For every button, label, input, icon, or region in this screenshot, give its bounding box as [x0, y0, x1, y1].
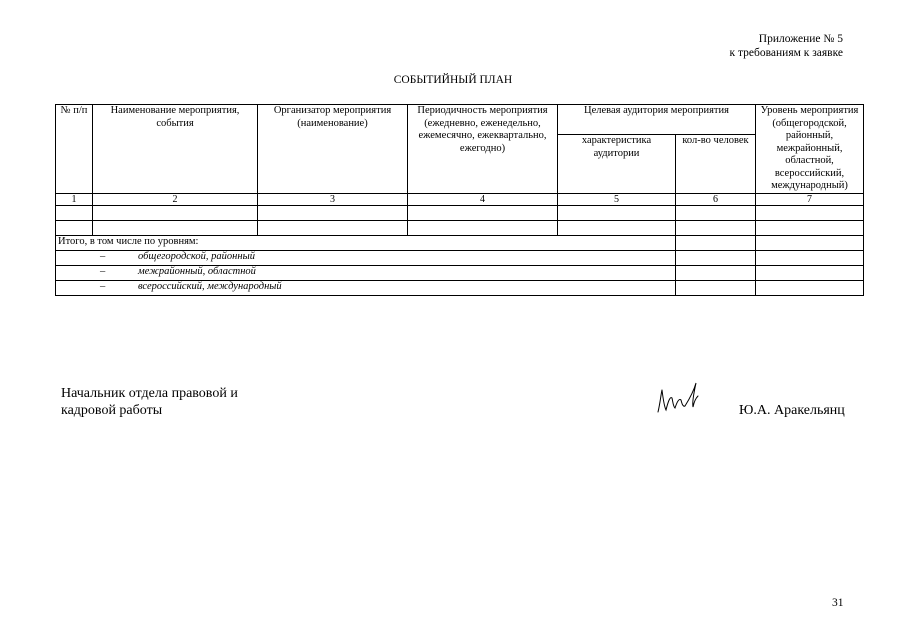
level-label	[56, 265, 676, 280]
signatory-name: Ю.А. Аракельянц	[739, 403, 845, 418]
empty-cell	[93, 205, 258, 220]
dash: –	[100, 280, 106, 292]
empty-cell	[756, 220, 864, 235]
header-num: № п/п	[56, 105, 93, 194]
empty-cell	[258, 205, 408, 220]
appendix-reference: к требованиям к заявке	[729, 47, 843, 59]
total-row	[56, 235, 864, 250]
column-number-row	[56, 193, 864, 205]
appendix-note	[730, 32, 843, 60]
appendix-number: Приложение № 5	[758, 33, 843, 45]
level-row	[56, 265, 864, 280]
total-label: Итого, в том числе по уровням:	[56, 235, 676, 250]
table-row	[56, 205, 864, 220]
level-text: общегородской, районный	[138, 250, 255, 262]
column-number: 1	[56, 193, 93, 205]
header-row-1	[56, 105, 864, 135]
level-row	[56, 250, 864, 265]
header-audience-group: Целевая аудитория мероприятия	[558, 105, 756, 135]
empty-cell	[756, 250, 864, 265]
position-line: кадровой работы	[61, 403, 163, 418]
header-audience-characteristic: характеристика аудитории	[558, 135, 676, 193]
empty-cell	[756, 280, 864, 295]
table-row	[56, 220, 864, 235]
column-number: 2	[93, 193, 258, 205]
document-title: СОБЫТИЙНЫЙ ПЛАН	[393, 74, 513, 86]
handwritten-signature	[652, 380, 712, 420]
header-periodicity: Периодичность мероприятия (ежедневно, еженедельно, ежемесячно, ежеквартально, ежегодно)	[408, 105, 558, 194]
empty-cell	[93, 220, 258, 235]
column-number: 6	[676, 193, 756, 205]
empty-cell	[258, 220, 408, 235]
signatory-position	[61, 385, 238, 419]
header-audience-count: кол-во человек	[676, 135, 756, 193]
empty-cell	[56, 205, 93, 220]
empty-cell	[756, 235, 864, 250]
column-number: 7	[756, 193, 864, 205]
empty-cell	[676, 220, 756, 235]
empty-cell	[558, 220, 676, 235]
empty-cell	[56, 220, 93, 235]
empty-cell	[676, 280, 756, 295]
header-name: Наименование мероприятия, события	[93, 105, 258, 194]
level-label	[56, 250, 676, 265]
event-plan-table	[55, 104, 864, 296]
empty-cell	[756, 205, 864, 220]
empty-cell	[676, 250, 756, 265]
empty-cell	[408, 220, 558, 235]
header-organizer: Организатор мероприятия (наименование)	[258, 105, 408, 194]
empty-cell	[676, 235, 756, 250]
empty-cell	[408, 205, 558, 220]
column-number: 4	[408, 193, 558, 205]
column-number: 5	[558, 193, 676, 205]
dash: –	[100, 265, 106, 277]
level-text: всероссийский, международный	[138, 280, 282, 292]
page-number: 31	[832, 597, 844, 609]
level-label	[56, 280, 676, 295]
dash: –	[100, 250, 106, 262]
header-level: Уровень мероприятия (общегородской, районный, межрайонный, областной, всероссийский, международный)	[756, 105, 864, 194]
column-number: 3	[258, 193, 408, 205]
empty-cell	[558, 205, 676, 220]
empty-cell	[756, 265, 864, 280]
empty-cell	[676, 265, 756, 280]
level-row	[56, 280, 864, 295]
empty-cell	[676, 205, 756, 220]
level-text: межрайонный, областной	[138, 265, 256, 277]
position-line: Начальник отдела правовой и	[61, 386, 238, 401]
